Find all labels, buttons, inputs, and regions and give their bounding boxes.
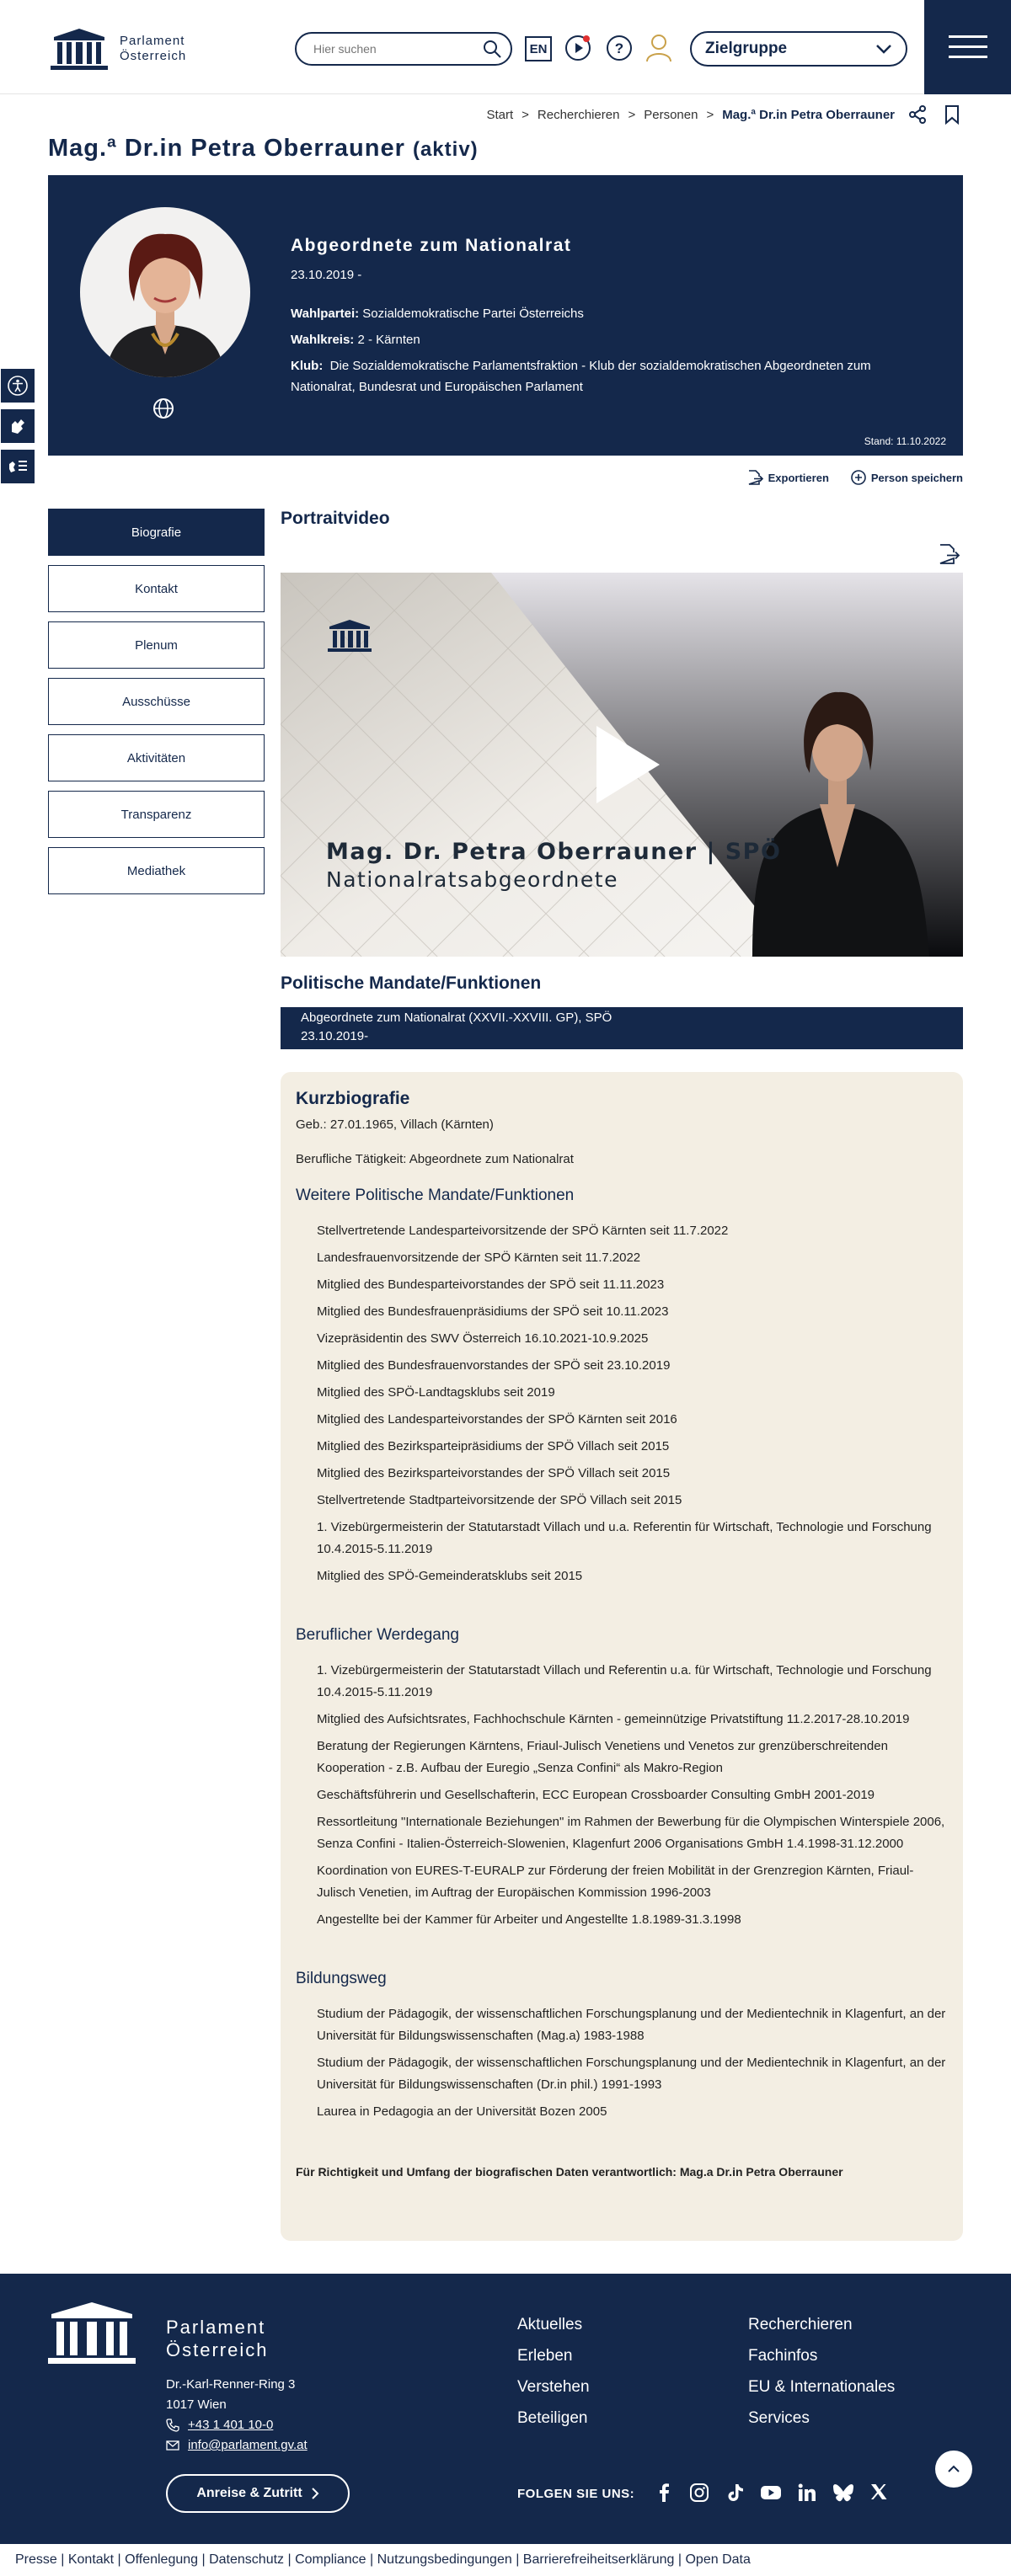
footer-links-col2 (748, 2309, 895, 2434)
video-section-title: Portraitvideo (281, 509, 390, 528)
club-label: Klub: (291, 359, 324, 373)
list-item: 1. Vizebürgermeisterin der Statutarstadt Villach und u.a. Referentin für Wirtschaft, Technologie und Forschung 10.4.2015-5.11.2019 (317, 1520, 932, 1556)
social-links (654, 2483, 888, 2503)
footer-brand (166, 2316, 268, 2361)
accessibility-button[interactable] (0, 368, 35, 403)
export-icon (746, 470, 763, 485)
list-item: Mitglied des Aufsichtsrates, Fachhochschule Kärnten - gemeinnützige Privatstiftung 11.2.2017-28.10.2019 (317, 1712, 910, 1726)
footer-phone-link[interactable]: +43 1 401 10-0 (188, 2418, 274, 2432)
legal-open-data[interactable]: Open Data (685, 2552, 751, 2567)
footer-link-fachinfos[interactable]: Fachinfos (748, 2347, 818, 2365)
bio-responsibility-note: Für Richtigkeit und Umfang der biografischen Daten verantwortlich: Mag.a Dr.in Petra Oberrauner (296, 2165, 843, 2179)
search-icon[interactable] (482, 39, 502, 59)
follow-us-label: FOLGEN SIE UNS: (517, 2487, 635, 2501)
bookmark-icon[interactable] (944, 104, 960, 125)
sign-language-icon (7, 415, 29, 437)
site-footer (0, 2274, 1011, 2544)
bio-title: Kurzbiografie (296, 1089, 410, 1108)
party-line (291, 303, 931, 324)
club-value: Die Sozialdemokratische Parlamentsfraktion - Klub der sozialdemokratischen Abgeordneten zum Nationalrat, Bundesrat und Europäischen Parlament (291, 359, 871, 394)
parliament-logo[interactable] (51, 27, 186, 71)
further-mandates-title: Weitere Politische Mandate/Funktionen (296, 1187, 575, 1204)
person-actions (746, 470, 963, 485)
breadcrumb: Start > Recherchieren > Personen > Mag.ª Dr.in Petra Oberrauner (486, 104, 960, 125)
website-globe-icon[interactable] (152, 397, 174, 419)
media-play-icon[interactable] (564, 34, 592, 62)
hamburger-icon (949, 34, 987, 61)
mandate-item[interactable] (281, 1007, 963, 1049)
legal-links: Presse | Kontakt | Offenlegung | Datenschutz | Compliance | Nutzungsbedingungen | Barrierefreiheitserklärung | Open Data (0, 2544, 1011, 2576)
person-portrait (80, 207, 250, 377)
mandate-line2: 23.10.2019- (301, 1029, 369, 1043)
list-item: Mitglied des Bezirksparteivorstandes der SPÖ Villach seit 2015 (317, 1466, 671, 1480)
list-item: Angestellte bei der Kammer für Arbeiter und Angestellte 1.8.1989-31.3.1998 (317, 1912, 741, 1927)
x-icon[interactable] (869, 2483, 888, 2501)
page-title (48, 135, 479, 163)
list-item: Ressortleitung "Internationale Beziehungen" im Rahmen der Bewerbung für die Olympischen Winterspiele 2006, Senza Confini - Italien-Österreich-Slowenien, Klagenfurt 2006 Organisations GmbH 1.4.1998-31.12.2000 (317, 1815, 945, 1851)
bio-job: Berufliche Tätigkeit: Abgeordnete zum Nationalrat (296, 1152, 574, 1166)
menu-button[interactable] (924, 0, 1011, 94)
list-item: Landesfrauenvorsitzende der SPÖ Kärnten seit 11.7.2022 (317, 1251, 641, 1265)
bluesky-icon[interactable] (832, 2483, 854, 2503)
legal-compliance[interactable]: Compliance (295, 2552, 366, 2567)
mail-icon (166, 2440, 179, 2451)
export-label: Exportieren (768, 471, 829, 484)
person-name: Mag.ª Dr.in Petra Oberrauner (48, 135, 405, 162)
footer-address (166, 2375, 308, 2456)
nav-transparenz[interactable]: Transparenz (48, 791, 265, 838)
sign-language-button[interactable] (0, 408, 35, 444)
legal-kontakt[interactable]: Kontakt (67, 2552, 115, 2567)
list-item: Stellvertretende Landesparteivorsitzende der SPÖ Kärnten seit 11.7.2022 (317, 1224, 729, 1238)
list-item: Mitglied des SPÖ-Gemeinderatsklubs seit 2015 (317, 1569, 583, 1583)
mandates-title: Politische Mandate/Funktionen (281, 973, 542, 993)
export-button[interactable] (746, 470, 829, 485)
linkedin-icon[interactable] (797, 2483, 817, 2503)
footer-street: Dr.-Karl-Renner-Ring 3 (166, 2377, 296, 2392)
footer-link-erleben[interactable]: Erleben (517, 2347, 573, 2365)
short-biography (281, 1072, 963, 2241)
back-to-top-button[interactable] (935, 2451, 972, 2488)
list-item: Mitglied des Bundesfrauenvorstandes der SPÖ seit 23.10.2019 (317, 1358, 671, 1373)
video-caption-subtitle: Nationalratsabgeordnete (326, 867, 618, 892)
share-icon[interactable] (908, 105, 927, 124)
breadcrumb-personen[interactable]: Personen (644, 107, 698, 122)
list-item: Geschäftsführerin und Gesellschafterin, ECC European Crossboarder Consulting GmbH 2001-2019 (317, 1788, 875, 1802)
person-section-nav (48, 509, 265, 904)
legal-datenschutz[interactable]: Datenschutz (209, 2552, 285, 2567)
help-icon[interactable] (605, 34, 634, 62)
directions-label: Anreise & Zutritt (196, 2486, 302, 2500)
footer-link-aktuelles[interactable]: Aktuelles (517, 2316, 583, 2333)
nav-kontakt[interactable]: Kontakt (48, 565, 265, 612)
party-value: Sozialdemokratische Partei Österreichs (362, 307, 584, 321)
site-header (0, 0, 1011, 94)
bio-born: Geb.: 27.01.1965, Villach (Kärnten) (296, 1117, 494, 1132)
education-title: Bildungsweg (296, 1970, 387, 1987)
list-item: Mitglied des Bezirksparteipräsidiums der SPÖ Villach seit 2015 (317, 1439, 670, 1453)
target-group-select[interactable] (690, 31, 907, 67)
directions-button[interactable] (166, 2474, 350, 2513)
district-label: Wahlkreis: (291, 333, 355, 347)
list-item: Laurea in Pedagogia an der Universität Bozen 2005 (317, 2104, 607, 2119)
person-since: 23.10.2019 - (291, 268, 362, 282)
plus-circle-icon (851, 470, 866, 485)
footer-link-services[interactable]: Services (748, 2409, 810, 2427)
search-box[interactable] (295, 32, 512, 66)
legal-barrierefreiheit[interactable]: Barrierefreiheitserklärung (522, 2552, 675, 2567)
arrow-up-icon (948, 2465, 960, 2473)
footer-link-recherchieren[interactable]: Recherchieren (748, 2316, 853, 2333)
legal-nutzungsbedingungen[interactable]: Nutzungsbedingungen (377, 2552, 512, 2567)
instagram-icon[interactable] (689, 2483, 709, 2503)
youtube-icon[interactable] (760, 2483, 782, 2503)
video-thumbnail (281, 573, 963, 957)
accessibility-icon (7, 375, 29, 397)
district-value: 2 - Kärnten (357, 333, 420, 347)
svg-text:?: ? (614, 40, 624, 56)
club-line (291, 355, 931, 397)
logo-line1: Parlament (120, 34, 185, 48)
education-list (296, 2003, 948, 2123)
footer-name1: Parlament (166, 2317, 266, 2338)
target-group-label: Zielgruppe (705, 40, 788, 57)
list-item: Studium der Pädagogik, der wissenschaftlichen Forschungsplanung und der Medientechnik in Klagenfurt, an der Universität für Bildungswissenschaften (Mag.a) 1983-1988 (317, 2007, 946, 2043)
footer-links-col1 (517, 2309, 590, 2434)
list-item: Mitglied des Bundesparteivorstandes der SPÖ seit 11.11.2023 (317, 1277, 665, 1292)
further-mandates-list (296, 1220, 948, 1587)
nav-aktivitaeten[interactable]: Aktivitäten (48, 734, 265, 781)
list-item: Studium der Pädagogik, der wissenschaftlichen Forschungsplanung und der Medientechnik in Klagenfurt, an der Universität für Bildungswissenschaften (Dr.in phil.) 1991-1993 (317, 2056, 946, 2092)
nav-biografie[interactable]: Biografie (48, 509, 265, 556)
list-item: Vizepräsidentin des SWV Österreich 16.10.2021-10.9.2025 (317, 1331, 649, 1346)
save-person-button[interactable] (851, 470, 963, 485)
person-status: (aktiv) (412, 138, 479, 161)
list-item: 1. Vizebürgermeisterin der Statutarstadt Villach und Referentin u.a. für Wirtschaft, Technologie und Forschung 10.4.2015-5.11.2019 (317, 1663, 932, 1699)
facebook-icon[interactable] (654, 2483, 674, 2503)
nav-mediathek[interactable]: Mediathek (48, 847, 265, 894)
save-person-label: Person speichern (870, 471, 963, 484)
footer-email-link[interactable]: info@parlament.gv.at (188, 2438, 308, 2452)
chevron-right-icon (311, 2487, 319, 2500)
easy-language-icon (6, 457, 29, 476)
legal-offenlegung[interactable]: Offenlegung (125, 2552, 199, 2567)
person-hero-card (48, 175, 963, 456)
breadcrumb-start[interactable]: Start (486, 107, 514, 122)
user-icon[interactable] (645, 34, 673, 62)
list-item: Mitglied des Landesparteivorstandes der SPÖ Kärnten seit 2016 (317, 1412, 677, 1427)
footer-name2: Österreich (166, 2339, 269, 2360)
footer-link-eu[interactable]: EU & Internationales (748, 2378, 896, 2396)
language-switch[interactable]: EN (525, 36, 552, 61)
search-input[interactable] (313, 42, 482, 56)
career-list (296, 1660, 948, 1931)
footer-city: 1017 Wien (166, 2397, 227, 2412)
footer-link-beteiligen[interactable]: Beteiligen (517, 2409, 588, 2427)
list-item: Stellvertretende Stadtparteivorsitzende der SPÖ Villach seit 2015 (317, 1493, 682, 1507)
list-item: Koordination von EURES-T-EURALP zur Förderung der freien Mobilität in der Grenzregion Kärnten, Friaul-Julisch Venetien, im Auftrag der Europäischen Kommission 1996-2003 (317, 1864, 914, 1900)
video-export-icon[interactable] (937, 543, 960, 565)
breadcrumb-recherchieren[interactable]: Recherchieren (537, 107, 620, 122)
stand-date: Stand: 11.10.2022 (864, 435, 946, 447)
footer-parliament-logo[interactable] (48, 2299, 136, 2365)
easy-language-button[interactable] (0, 449, 35, 484)
list-item: Mitglied des SPÖ-Landtagsklubs seit 2019 (317, 1385, 555, 1400)
phone-icon (166, 2419, 179, 2432)
district-line (291, 329, 931, 350)
footer-link-verstehen[interactable]: Verstehen (517, 2378, 590, 2396)
tiktok-icon[interactable] (725, 2483, 745, 2503)
legal-presse[interactable]: Presse (15, 2552, 57, 2567)
list-item: Beratung der Regierungen Kärntens, Friaul-Julisch Venetiens und Venetos zur grenzüberschreitenden Kooperation - z.B. Aufbau der Euregio „Senza Confini“ als Makro-Region (317, 1739, 888, 1775)
logo-line2: Österreich (120, 49, 187, 63)
mandate-line1: Abgeordnete zum Nationalrat (XXVII.-XXVIII. GP), SPÖ (301, 1011, 612, 1025)
person-role: Abgeordnete zum Nationalrat (291, 236, 572, 255)
party-label: Wahlpartei: (291, 307, 360, 321)
breadcrumb-current: Mag.ª Dr.in Petra Oberrauner (722, 107, 895, 122)
nav-plenum[interactable]: Plenum (48, 621, 265, 669)
career-title: Beruflicher Werdegang (296, 1626, 459, 1644)
list-item: Mitglied des Bundesfrauenpräsidiums der SPÖ seit 10.11.2023 (317, 1304, 669, 1319)
nav-ausschuesse[interactable]: Ausschüsse (48, 678, 265, 725)
video-caption-title: Mag. Dr. Petra Oberrauner | SPÖ (326, 839, 782, 865)
portrait-video-player[interactable] (281, 573, 963, 957)
chevron-down-icon (875, 44, 892, 54)
parliament-building-icon (51, 27, 108, 71)
